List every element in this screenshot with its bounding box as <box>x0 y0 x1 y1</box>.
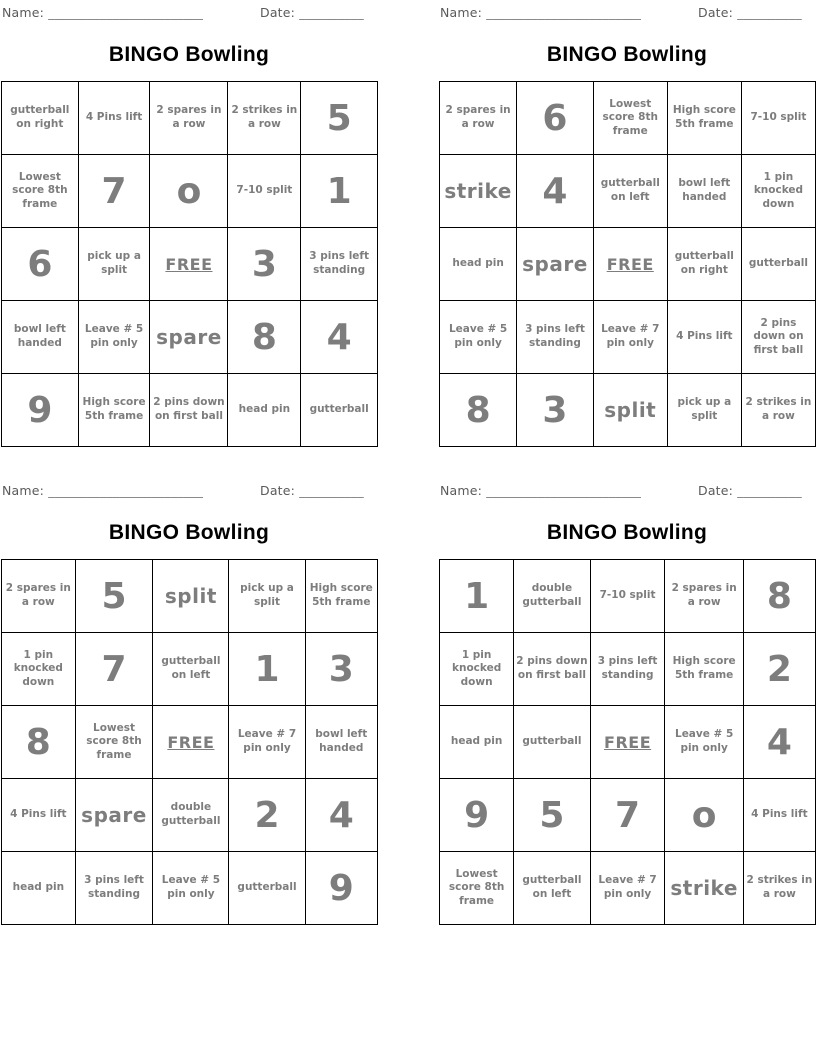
bingo-cell: 4 Pins lift <box>667 301 741 374</box>
bingo-cell: 8 <box>440 374 517 447</box>
bingo-row <box>2 852 378 925</box>
bingo-cell: 8 <box>2 706 76 779</box>
bingo-cell: 4 Pins lift <box>78 82 150 155</box>
bingo-cell: 2 spares in a row <box>2 560 76 633</box>
bingo-cell: 6 <box>2 228 79 301</box>
bingo-cell: bowl left handed <box>2 301 79 374</box>
bingo-cell: 7 <box>75 633 153 706</box>
name-label: Name: <box>2 5 45 20</box>
card-title: BINGO Bowling <box>546 521 708 544</box>
bingo-cell: 2 strikes in a row <box>228 82 301 155</box>
bingo-card <box>1 480 378 920</box>
bingo-cell: o <box>150 155 228 228</box>
bingo-cell: 3 <box>305 633 377 706</box>
bingo-cell: split <box>153 560 229 633</box>
bingo-cell: 1 <box>440 560 514 633</box>
bingo-cell: 2 spares in a row <box>150 82 228 155</box>
bingo-cell: 3 <box>228 228 301 301</box>
bingo-row <box>440 779 816 852</box>
bingo-cell: 1 pin knocked down <box>741 155 815 228</box>
bingo-cell: head pin <box>228 374 301 447</box>
bingo-cell: 9 <box>305 852 377 925</box>
bingo-cell: 2 pins down on first ball <box>741 301 815 374</box>
bingo-cell: strike <box>665 852 743 925</box>
bingo-cell: gutterball <box>741 228 815 301</box>
bingo-row <box>2 706 378 779</box>
bingo-cell: Leave # 5 pin only <box>440 301 517 374</box>
bingo-cell: 2 <box>229 779 305 852</box>
bingo-row <box>2 82 378 155</box>
bingo-cell: gutterball on left <box>514 852 590 925</box>
bingo-cell: spare <box>517 228 594 301</box>
bingo-cell: 3 pins left standing <box>590 633 665 706</box>
bingo-cell: Leave # 5 pin only <box>78 301 150 374</box>
date-label: Date: <box>260 5 296 20</box>
bingo-cell: head pin <box>2 852 76 925</box>
name-field <box>2 5 203 20</box>
bingo-cell: Leave # 5 pin only <box>153 852 229 925</box>
bingo-cell: 4 Pins lift <box>743 779 815 852</box>
bingo-cell: High score 5th frame <box>305 560 377 633</box>
bingo-card <box>1 2 378 442</box>
name-label: Name: <box>440 483 483 498</box>
bingo-row <box>2 228 378 301</box>
name-blank-line: ________________________ <box>486 5 642 20</box>
bingo-cell: head pin <box>440 228 517 301</box>
name-blank-line: ________________________ <box>48 5 204 20</box>
date-blank-line: __________ <box>737 5 802 20</box>
bingo-cell: Leave # 7 pin only <box>593 301 667 374</box>
bingo-row <box>440 633 816 706</box>
bingo-cell: 2 spares in a row <box>665 560 743 633</box>
bingo-grid <box>439 559 816 925</box>
bingo-cell: 4 <box>517 155 594 228</box>
bingo-grid <box>1 559 378 925</box>
bingo-cell: 4 <box>743 706 815 779</box>
bingo-card <box>439 480 816 920</box>
bingo-cell: Lowest score 8th frame <box>75 706 153 779</box>
bingo-cell: 1 pin knocked down <box>440 633 514 706</box>
date-field <box>698 5 802 20</box>
bingo-card <box>439 2 816 442</box>
date-label: Date: <box>698 5 734 20</box>
bingo-cell: Lowest score 8th frame <box>2 155 79 228</box>
bingo-cell: 5 <box>75 560 153 633</box>
bingo-row <box>2 779 378 852</box>
name-field <box>440 483 641 498</box>
bingo-row <box>2 155 378 228</box>
bingo-row <box>440 706 816 779</box>
free-space-cell: FREE <box>590 706 665 779</box>
free-space-cell: FREE <box>150 228 228 301</box>
bingo-cell: pick up a split <box>78 228 150 301</box>
bingo-cell: 7 <box>78 155 150 228</box>
name-field <box>2 483 203 498</box>
bingo-cell: 2 strikes in a row <box>741 374 815 447</box>
bingo-cell: 3 <box>517 374 594 447</box>
bingo-cell: 3 pins left standing <box>75 852 153 925</box>
bingo-cell: spare <box>75 779 153 852</box>
bingo-cell: 1 pin knocked down <box>2 633 76 706</box>
bingo-grid <box>439 81 816 447</box>
date-blank-line: __________ <box>299 483 364 498</box>
card-title: BINGO Bowling <box>546 43 708 66</box>
bingo-cell: 1 <box>229 633 305 706</box>
bingo-row <box>2 560 378 633</box>
bingo-cell: 9 <box>2 374 79 447</box>
bingo-cell: gutterball <box>514 706 590 779</box>
bingo-row <box>2 374 378 447</box>
bingo-cell: 7 <box>590 779 665 852</box>
bingo-cell: 1 <box>301 155 378 228</box>
bingo-cell: 7-10 split <box>590 560 665 633</box>
bingo-cell: 2 <box>743 633 815 706</box>
bingo-cell: 2 strikes in a row <box>743 852 815 925</box>
bingo-cell: High score 5th frame <box>78 374 150 447</box>
name-blank-line: ________________________ <box>486 483 642 498</box>
bingo-cell: 2 pins down on first ball <box>150 374 228 447</box>
bingo-cell: 8 <box>743 560 815 633</box>
bingo-cell: gutterball on right <box>2 82 79 155</box>
bingo-cell: bowl left handed <box>667 155 741 228</box>
date-field <box>260 5 364 20</box>
bingo-cell: 7-10 split <box>228 155 301 228</box>
bingo-cell: 7-10 split <box>741 82 815 155</box>
bingo-cell: High score 5th frame <box>667 82 741 155</box>
bingo-cell: pick up a split <box>229 560 305 633</box>
bingo-cell: head pin <box>440 706 514 779</box>
bingo-cell: 4 <box>301 301 378 374</box>
free-space-cell: FREE <box>593 228 667 301</box>
bingo-cell: Lowest score 8th frame <box>593 82 667 155</box>
bingo-grid <box>1 81 378 447</box>
date-blank-line: __________ <box>737 483 802 498</box>
bingo-row <box>440 155 816 228</box>
card-title: BINGO Bowling <box>108 521 270 544</box>
bingo-cell: 2 spares in a row <box>440 82 517 155</box>
date-label: Date: <box>698 483 734 498</box>
bingo-cell: 4 Pins lift <box>2 779 76 852</box>
bingo-cell: double gutterball <box>514 560 590 633</box>
name-label: Name: <box>440 5 483 20</box>
bingo-cell: split <box>593 374 667 447</box>
date-field <box>260 483 364 498</box>
bingo-cell: 2 pins down on first ball <box>514 633 590 706</box>
bingo-row <box>440 301 816 374</box>
bingo-cell: gutterball <box>229 852 305 925</box>
bingo-cell: gutterball on left <box>153 633 229 706</box>
bingo-cell: gutterball on left <box>593 155 667 228</box>
bingo-cell: o <box>665 779 743 852</box>
bingo-cell: gutterball <box>301 374 378 447</box>
bingo-cell: 5 <box>514 779 590 852</box>
date-label: Date: <box>260 483 296 498</box>
bingo-row <box>440 82 816 155</box>
bingo-cell: gutterball on right <box>667 228 741 301</box>
name-blank-line: ________________________ <box>48 483 204 498</box>
bingo-cell: 5 <box>301 82 378 155</box>
bingo-cell: 9 <box>440 779 514 852</box>
bingo-row <box>440 374 816 447</box>
bingo-cell: strike <box>440 155 517 228</box>
bingo-row <box>2 301 378 374</box>
date-field <box>698 483 802 498</box>
bingo-cell: pick up a split <box>667 374 741 447</box>
free-space-cell: FREE <box>153 706 229 779</box>
card-title: BINGO Bowling <box>108 43 270 66</box>
bingo-cell: 6 <box>517 82 594 155</box>
bingo-cell: bowl left handed <box>305 706 377 779</box>
name-field <box>440 5 641 20</box>
bingo-cell: Leave # 5 pin only <box>665 706 743 779</box>
bingo-row <box>440 852 816 925</box>
bingo-row <box>2 633 378 706</box>
bingo-row <box>440 228 816 301</box>
bingo-cell: double gutterball <box>153 779 229 852</box>
name-label: Name: <box>2 483 45 498</box>
bingo-cell: Lowest score 8th frame <box>440 852 514 925</box>
bingo-row <box>440 560 816 633</box>
bingo-cell: 8 <box>228 301 301 374</box>
bingo-cell: 3 pins left standing <box>517 301 594 374</box>
bingo-cell: High score 5th frame <box>665 633 743 706</box>
bingo-cell: spare <box>150 301 228 374</box>
bingo-cell: 3 pins left standing <box>301 228 378 301</box>
bingo-cell: Leave # 7 pin only <box>229 706 305 779</box>
bingo-cell: Leave # 7 pin only <box>590 852 665 925</box>
date-blank-line: __________ <box>299 5 364 20</box>
bingo-cell: 4 <box>305 779 377 852</box>
